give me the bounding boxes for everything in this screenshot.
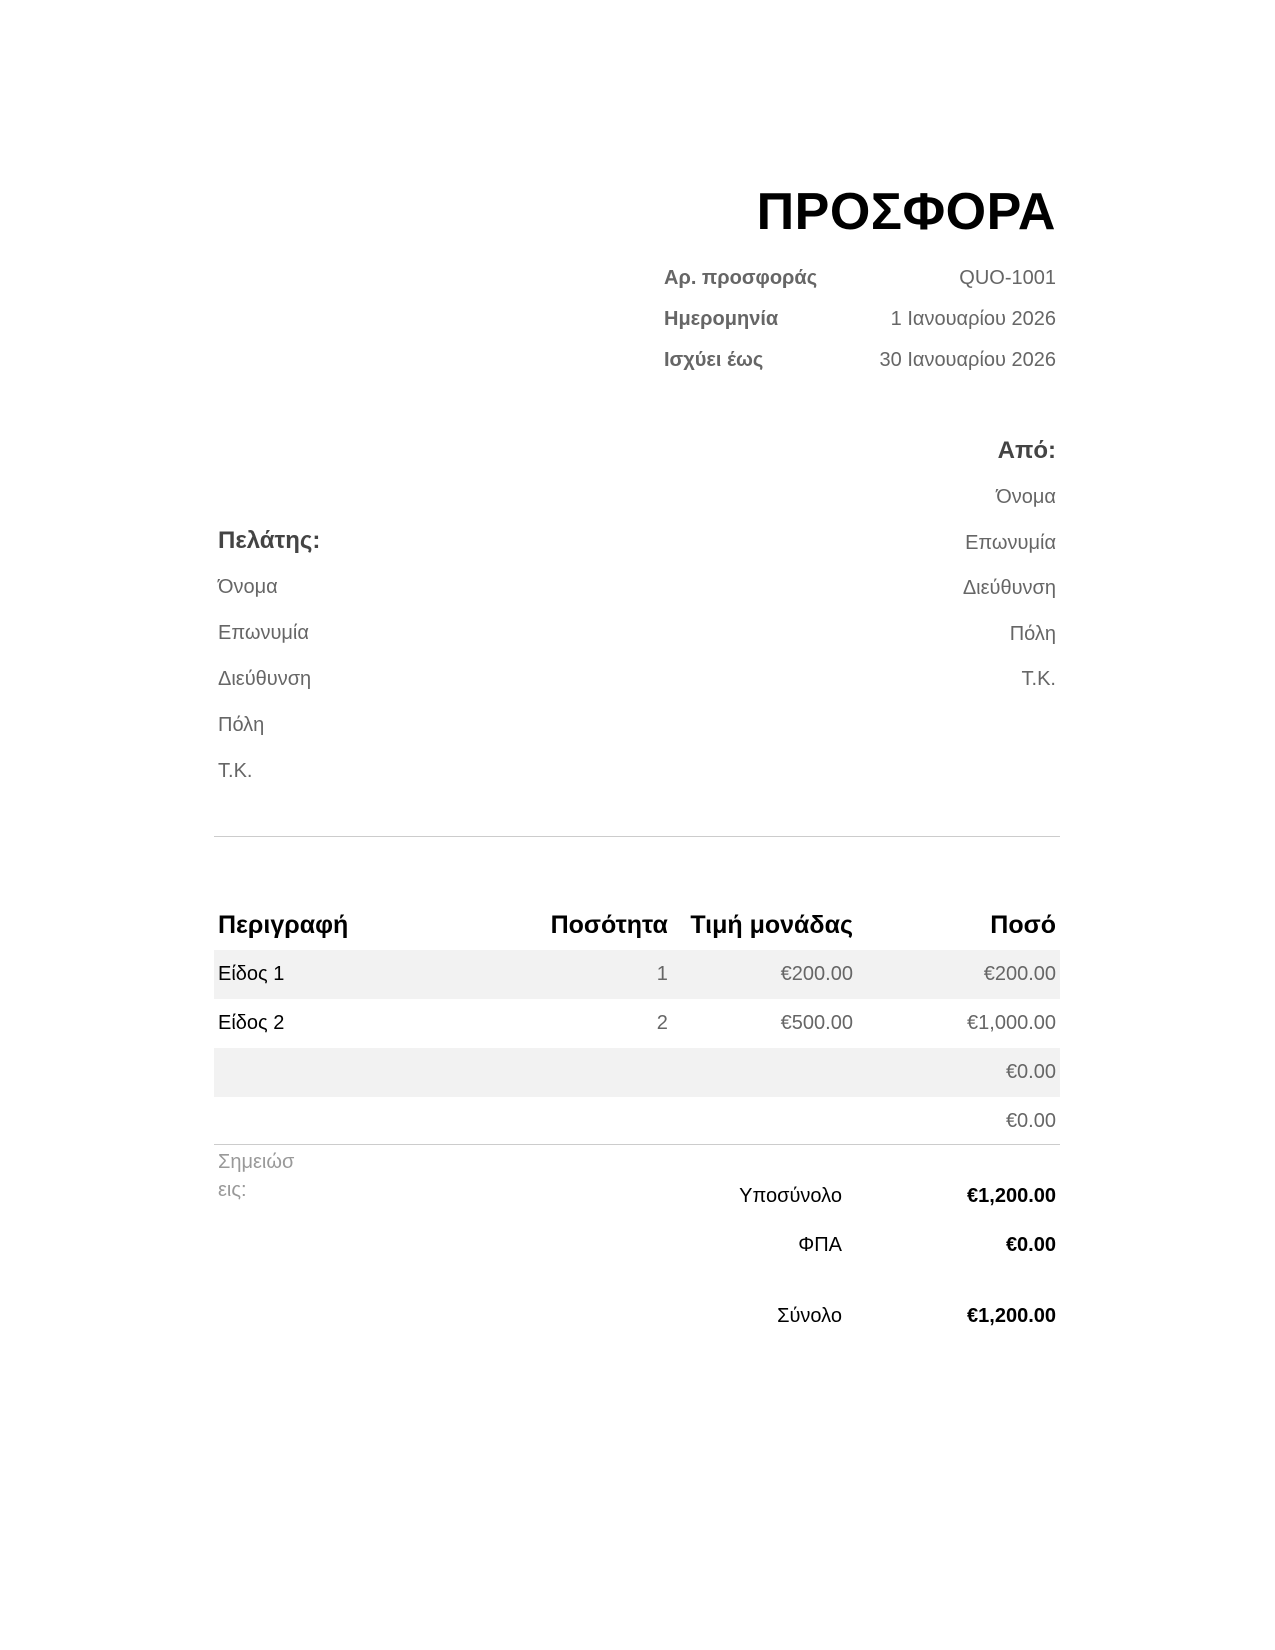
column-header-description: Περιγραφή <box>218 910 349 939</box>
subtotal-row <box>664 1172 1056 1221</box>
client-address: Διεύθυνση <box>218 668 312 690</box>
table-row <box>214 1048 1060 1097</box>
item-amount: €0.00 <box>1005 1110 1056 1132</box>
meta-value: QUO-1001 <box>959 267 1056 289</box>
sender-heading: Από: <box>997 437 1056 464</box>
totals-block <box>664 1172 1056 1341</box>
item-unit-price: €200.00 <box>780 963 853 985</box>
client-heading: Πελάτης: <box>218 527 321 554</box>
notes-label: Σημειώσεις: <box>218 1151 295 1201</box>
meta-row-valid-until <box>664 345 1056 386</box>
document-title: ΠΡΟΣΦΟΡΑ <box>756 183 1056 241</box>
meta-label: Αρ. προσφοράς <box>664 267 818 289</box>
line-items-table <box>214 900 1060 1146</box>
item-description: Είδος 2 <box>218 1012 285 1034</box>
sender-company: Επωνυμία <box>965 531 1056 554</box>
client-name: Όνομα <box>218 576 278 598</box>
sender-postal-code: Τ.Κ. <box>1021 668 1056 690</box>
meta-value: 30 Ιανουαρίου 2026 <box>879 349 1056 371</box>
meta-label: Ημερομηνία <box>664 308 779 330</box>
table-header <box>214 900 1060 950</box>
column-header-unit-price: Τιμή μονάδας <box>690 910 853 939</box>
total-row <box>664 1292 1056 1341</box>
tax-value: €0.00 <box>1005 1234 1056 1256</box>
client-city: Πόλη <box>218 714 265 736</box>
table-row <box>214 950 1060 999</box>
item-amount: €1,000.00 <box>967 1012 1056 1034</box>
sender-block <box>963 436 1056 710</box>
item-amount: €0.00 <box>1005 1061 1056 1083</box>
subtotal-value: €1,200.00 <box>967 1185 1056 1207</box>
subtotal-label: Υποσύνολο <box>739 1185 842 1207</box>
meta-label: Ισχύει έως <box>664 349 764 371</box>
table-bottom-rule <box>214 1144 1060 1145</box>
tax-label: ΦΠΑ <box>798 1234 842 1256</box>
table-row <box>214 1097 1060 1146</box>
item-amount: €200.00 <box>983 963 1056 985</box>
total-value: €1,200.00 <box>967 1305 1056 1327</box>
meta-row-date <box>664 304 1056 345</box>
tax-row <box>664 1221 1056 1270</box>
item-quantity: 2 <box>656 1012 668 1034</box>
sender-address: Διεύθυνση <box>962 577 1056 599</box>
table-row <box>214 999 1060 1048</box>
section-divider <box>214 836 1060 837</box>
item-quantity: 1 <box>656 963 668 985</box>
column-header-amount: Ποσό <box>990 910 1056 939</box>
client-postal-code: Τ.Κ. <box>218 760 253 782</box>
column-header-quantity: Ποσότητα <box>550 910 668 939</box>
client-block <box>218 526 320 802</box>
meta-row-quote-number <box>664 263 1056 304</box>
quote-meta <box>664 263 1056 386</box>
sender-name: Όνομα <box>996 486 1056 508</box>
item-unit-price: €500.00 <box>780 1012 853 1034</box>
meta-value: 1 Ιανουαρίου 2026 <box>890 308 1056 330</box>
total-label: Σύνολο <box>777 1305 842 1327</box>
sender-city: Πόλη <box>1009 622 1056 645</box>
item-description: Είδος 1 <box>218 963 285 985</box>
client-company: Επωνυμία <box>218 622 309 644</box>
